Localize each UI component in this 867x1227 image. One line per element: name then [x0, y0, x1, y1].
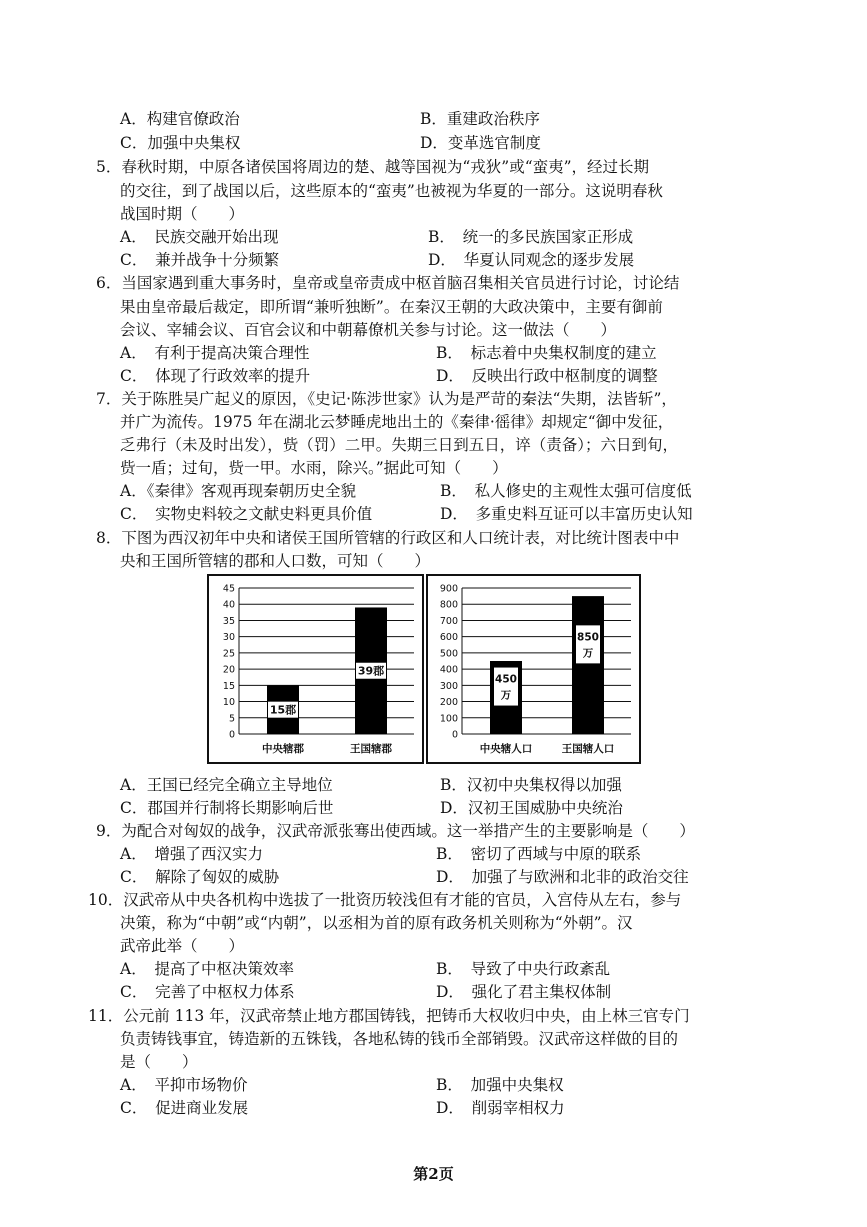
- y-tick-label: 25: [222, 648, 235, 660]
- y-tick-label: 35: [222, 615, 235, 627]
- q7-option-c: C． 实物史料较之文献史料更具价值: [120, 505, 373, 523]
- page-number: 第2页: [413, 1165, 454, 1183]
- q11-line-2: 负责铸钱事宜，铸造新的五铢钱，各地私铸的钱币全部销毁。汉武帝这样做的目的: [120, 1030, 679, 1048]
- category-label: 中央辖郡: [262, 743, 304, 755]
- q9-option-b: B． 密切了西域与中原的联系: [436, 845, 642, 863]
- q8-option-a: A．王国已经完全确立主导地位: [120, 776, 333, 794]
- y-tick-label: 200: [439, 697, 458, 709]
- category-label: 中央辖人口: [479, 743, 533, 755]
- q7-line-3: 乏弗行（未及时出发），赀（罚）二甲。失期三日到五日，谇（责备）；六日到旬，: [120, 436, 679, 454]
- q10-option-c: C． 完善了中枢权力体系: [120, 983, 295, 1001]
- q9-line-1: 9．为配合对匈奴的战争，汉武帝派张骞出使西域。这一举措产生的主要影响是（ ）: [96, 822, 695, 840]
- q9-option-a: A． 增强了西汉实力: [120, 845, 263, 863]
- chart-commanderies: [207, 574, 424, 764]
- y-tick-label: 40: [222, 599, 235, 611]
- q6-option-d: D． 反映出行政中枢制度的调整: [436, 367, 658, 385]
- chart-population-svg: [428, 576, 639, 762]
- q8-option-b: B．汉初中央集权得以加强: [440, 776, 622, 794]
- q8-line-2: 央和王国所管辖的郡和人口数，可知（ ）: [120, 552, 431, 570]
- data-label: 15郡: [269, 703, 297, 717]
- y-tick-label: 45: [222, 583, 235, 595]
- y-tick-label: 400: [439, 664, 458, 676]
- q10-line-2: 决策，称为“中朝”或“内朝”，以丞相为首的原有政务机关则称为“外朝”。汉: [120, 914, 633, 932]
- y-tick-label: 900: [439, 583, 458, 595]
- q9-option-d: D． 加强了与欧洲和北非的政治交往: [436, 868, 689, 886]
- q6-option-a: A． 有利于提高决策合理性: [120, 344, 310, 362]
- y-tick-label: 500: [439, 648, 458, 660]
- q4-option-b: B．重建政治秩序: [420, 110, 540, 128]
- data-label: 850: [577, 631, 599, 644]
- q7-option-b: B． 私人修史的主观性太强可信度低: [440, 482, 692, 500]
- q5-option-d: D． 华夏认同观念的逐步发展: [428, 251, 635, 269]
- q6-line-3: 会议、宰辅会议、百官会议和中朝幕僚机关参与讨论。这一做法（ ）: [120, 321, 617, 339]
- y-tick-label: 15: [222, 680, 235, 692]
- category-label: 王国辖郡: [350, 743, 392, 755]
- data-label: 万: [500, 689, 512, 702]
- q5-line-2: 的交往，到了战国以后，这些原本的“蛮夷”也被视为华夏的一部分。这说明春秋: [120, 182, 663, 200]
- q6-line-1: 6．当国家遇到重大事务时，皇帝或皇帝责成中枢首脑召集相关官员进行讨论，讨论结: [96, 274, 680, 292]
- chart-population: [426, 574, 641, 764]
- q6-line-2: 果由皇帝最后裁定，即所谓“兼听独断”。在秦汉王朝的大政决策中，主要有御前: [120, 298, 663, 316]
- q8-line-1: 8．下图为西汉初年中央和诸侯王国所管辖的行政区和人口统计表，对比统计图表中中: [96, 529, 680, 547]
- q8-option-c: C．郡国并行制将长期影响后世: [120, 799, 334, 817]
- q7-line-1: 7．关于陈胜吴广起义的原因，《史记·陈涉世家》认为是严苛的秦法“失期，法皆斩”，: [96, 390, 677, 408]
- y-tick-label: 10: [222, 697, 235, 709]
- q7-line-4: 赀一盾；过旬，赀一甲。水雨，除兴。”据此可知（ ）: [120, 459, 508, 477]
- q8-option-d: D．汉初王国威胁中央统治: [440, 799, 623, 817]
- q10-line-3: 武帝此举（ ）: [120, 937, 245, 955]
- q4-option-d: D．变革选官制度: [420, 134, 541, 152]
- bar: [572, 596, 604, 734]
- y-tick-label: 0: [228, 729, 235, 741]
- q9-option-c: C． 解除了匈奴的威胁: [120, 868, 280, 886]
- y-tick-label: 800: [439, 599, 458, 611]
- q7-option-a: A．《秦律》客观再现秦朝历史全貌: [120, 482, 356, 500]
- q11-option-d: D． 削弱宰相权力: [436, 1099, 565, 1117]
- data-label: 39郡: [357, 664, 385, 678]
- y-tick-label: 100: [439, 713, 458, 725]
- y-tick-label: 300: [439, 680, 458, 692]
- q5-option-c: C． 兼并战争十分频繁: [120, 251, 280, 269]
- q5-option-b: B． 统一的多民族国家正形成: [428, 228, 634, 246]
- q5-line-3: 战国时期（ ）: [120, 205, 245, 223]
- y-tick-label: 30: [222, 632, 235, 644]
- data-label: 450: [495, 673, 517, 686]
- q11-line-3: 是（ ）: [120, 1053, 198, 1071]
- y-tick-label: 700: [439, 615, 458, 627]
- q4-option-c: C．加强中央集权: [120, 134, 241, 152]
- q5-line-1: 5．春秋时期，中原各诸侯国将周边的楚、越等国视为“戎狄”或“蛮夷”，经过长期: [96, 158, 650, 176]
- q11-line-1: 11．公元前 113 年，汉武帝禁止地方郡国铸钱，把铸币大权收归中央，由上林三官专门: [88, 1007, 690, 1025]
- q11-option-a: A． 平抑市场物价: [120, 1076, 248, 1094]
- q6-option-c: C． 体现了行政效率的提升: [120, 367, 311, 385]
- q6-option-b: B． 标志着中央集权制度的建立: [436, 344, 657, 362]
- chart-commanderies-svg: [209, 576, 422, 762]
- y-tick-label: 600: [439, 632, 458, 644]
- y-tick-label: 0: [451, 729, 458, 741]
- q5-option-a: A． 民族交融开始出现: [120, 228, 279, 246]
- y-tick-label: 5: [228, 713, 235, 725]
- category-label: 王国辖人口: [561, 743, 615, 755]
- q10-option-a: A． 提高了中枢决策效率: [120, 960, 294, 978]
- q4-option-a: A．构建官僚政治: [120, 110, 240, 128]
- q10-option-d: D． 强化了君主集权体制: [436, 983, 612, 1001]
- q11-option-b: B． 加强中央集权: [436, 1076, 564, 1094]
- q7-option-d: D． 多重史料互证可以丰富历史认知: [440, 505, 693, 523]
- q11-option-c: C． 促进商业发展: [120, 1099, 249, 1117]
- y-tick-label: 20: [222, 664, 235, 676]
- data-label: 万: [582, 647, 594, 660]
- q10-option-b: B． 导致了中央行政紊乱: [436, 960, 611, 978]
- q7-line-2: 并广为流传。1975 年在湖北云梦睡虎地出土的《秦律·徭律》却规定“御中发征，: [120, 413, 674, 431]
- q10-line-1: 10．汉武帝从中央各机构中选拔了一批资历较浅但有才能的官员，入宫侍从左右，参与: [88, 891, 682, 909]
